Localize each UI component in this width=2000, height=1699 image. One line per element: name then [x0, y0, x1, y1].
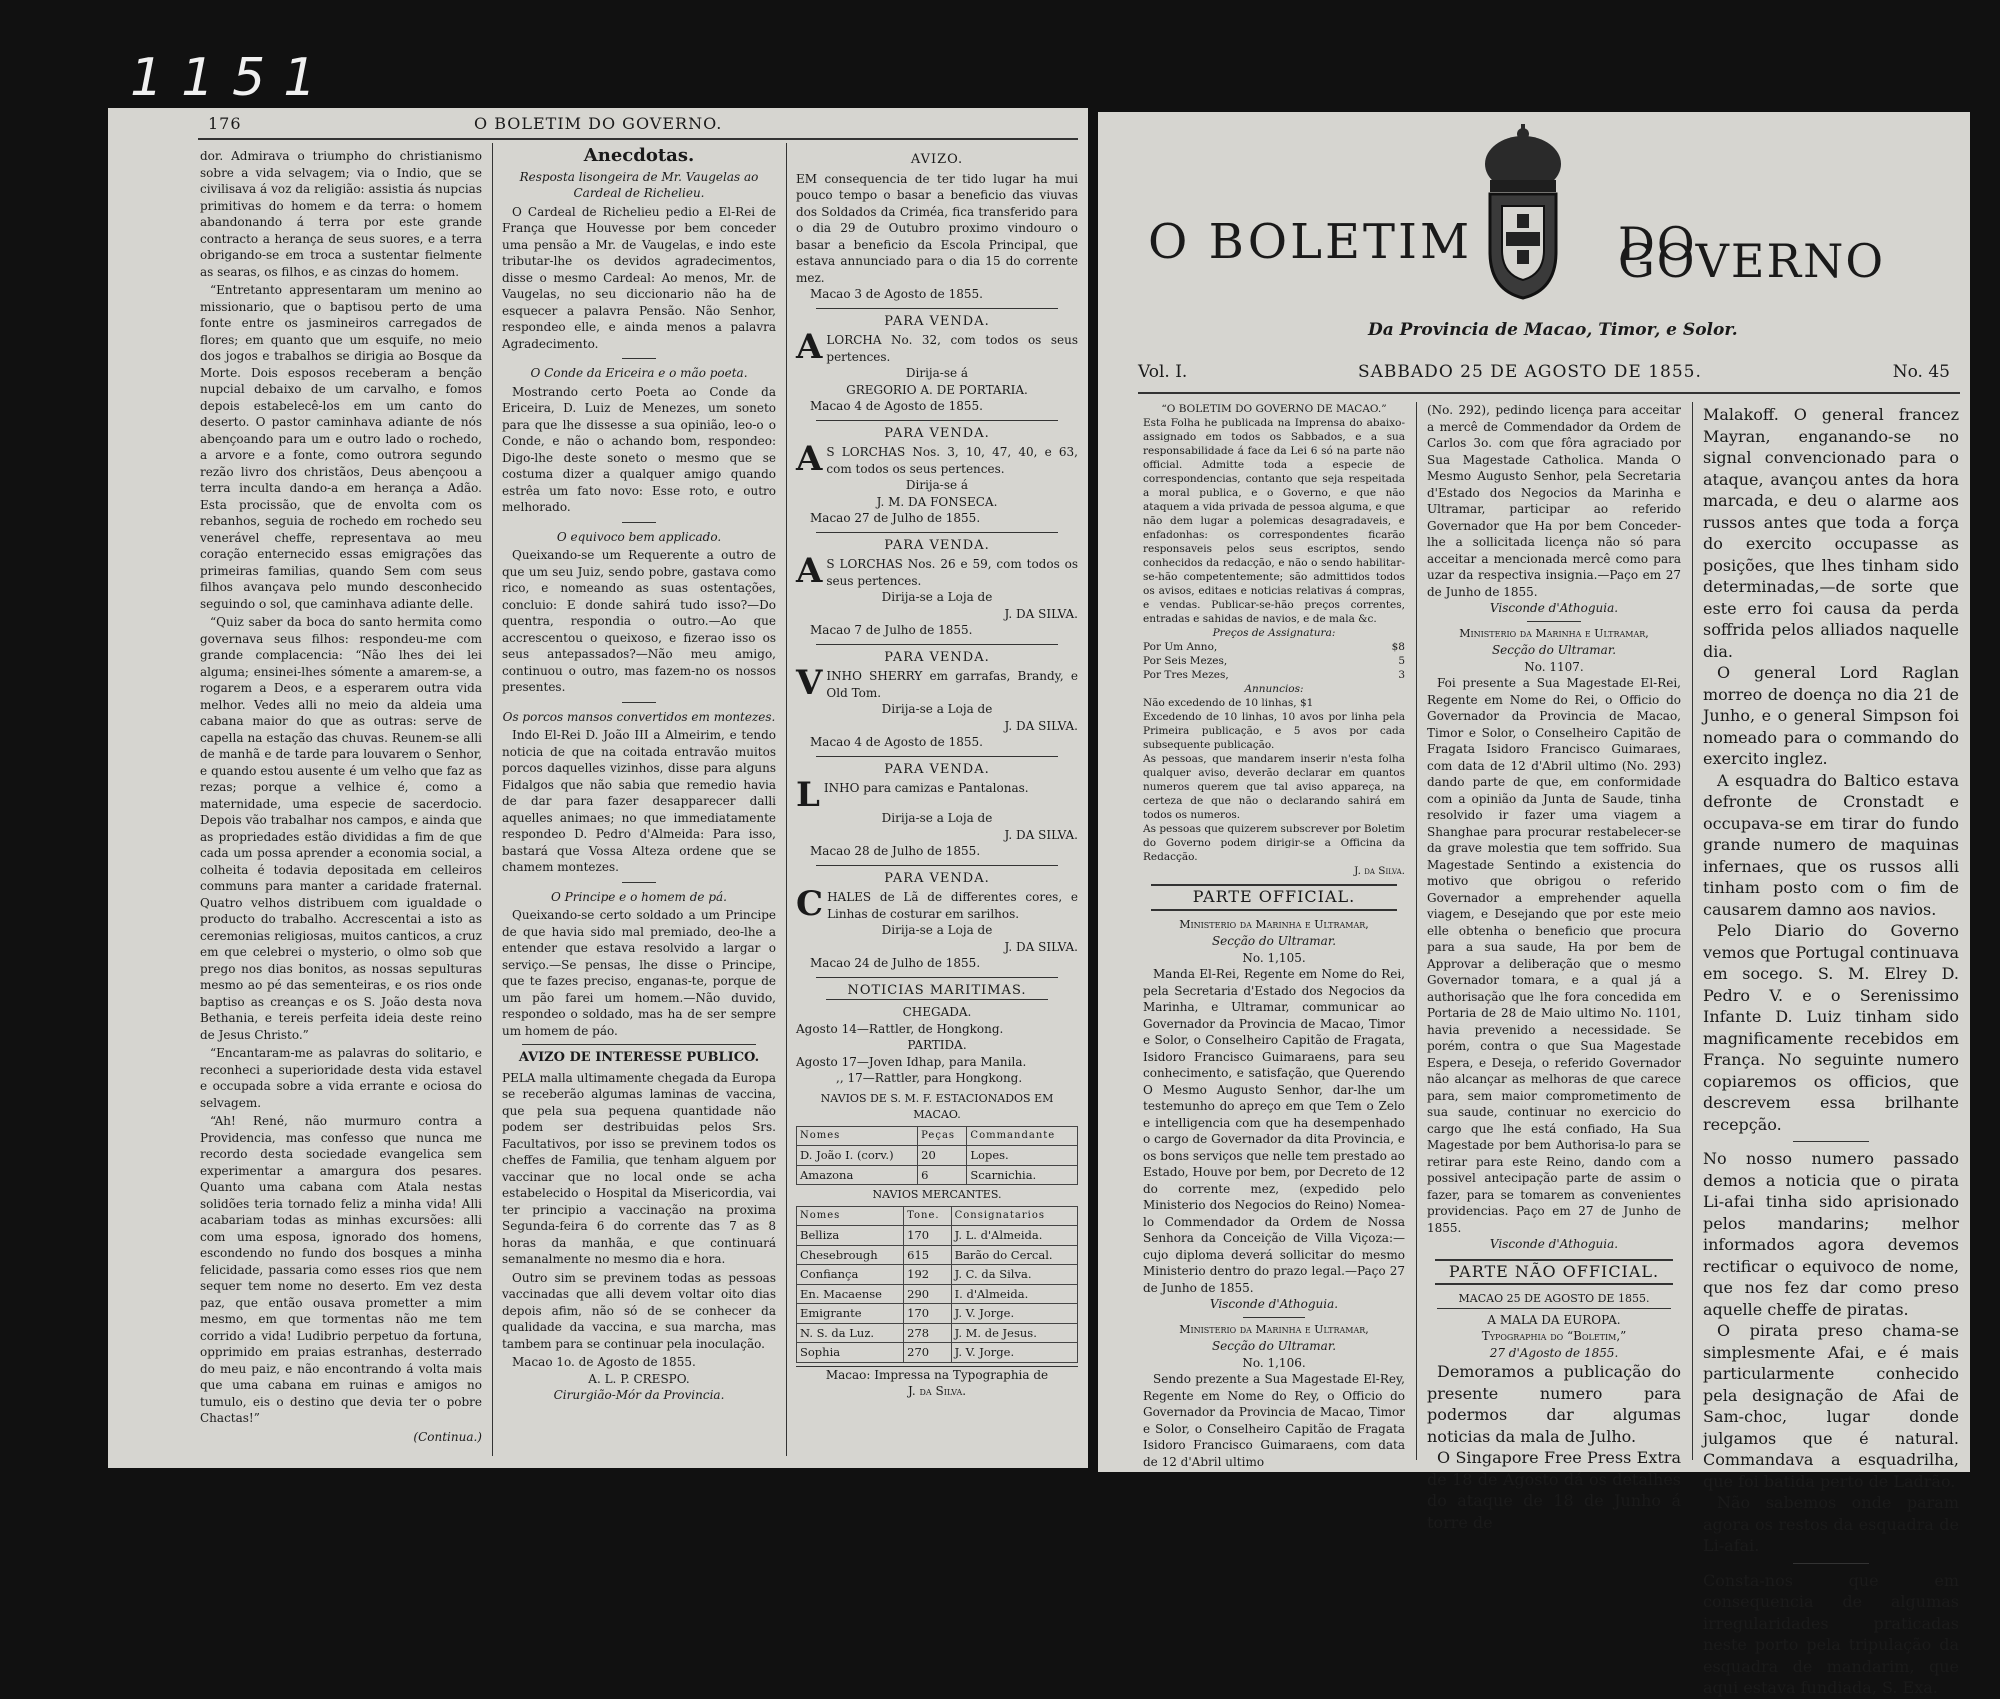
column-rule — [786, 143, 787, 1456]
table-cell: 170 — [904, 1304, 952, 1324]
sale-ad-sign: J. M. DA FONSECA. — [876, 494, 998, 509]
table-cell: I. d'Almeida. — [951, 1284, 1077, 1304]
table-cell: 278 — [904, 1323, 952, 1343]
ministry-section: Secção do Ultramar. — [1211, 934, 1337, 948]
news-paragraph: A esquadra do Baltico estava defronte de Cronstadt e occupava-se em tirar do fundo grande numero de maquinas infernaes, que os russos alli tinham posto com o fim de causarem damno aos navios. — [1703, 770, 1959, 919]
sale-ad-sign: GREGORIO A. DE PORTARIA. — [846, 382, 1028, 397]
left-page — [108, 108, 1088, 1468]
sale-ad-head: PARA VENDA. — [884, 870, 990, 886]
masthead — [1098, 112, 1970, 387]
table-row — [797, 1245, 1078, 1265]
sale-ad-sign: J. DA SILVA. — [1004, 606, 1078, 621]
avizo-publico-sign: A. L. P. CRESPO. — [588, 1371, 690, 1386]
sale-ad-direct: Dirija-se a Loja de — [881, 811, 993, 825]
navios-title: NAVIOS DE S. M. F. ESTACIONADOS EM MACAO. — [820, 1091, 1054, 1121]
masthead-subtitle: Da Provincia de Macao, Timor, e Solor. — [1368, 320, 1738, 340]
table-row — [797, 1343, 1078, 1363]
sale-ad-direct: Dirija-se a Loja de — [881, 590, 993, 604]
mercantes-title: NAVIOS MERCANTES. — [872, 1188, 1002, 1201]
anecdote-text: Queixando-se certo soldado a um Principe de que havia sido mal premiado, deo-lhe a entender que estava resolvido a largar o serviço.—Se pensas, lhe disse o Principe, que te fazes preciso, enganas-te, porque de um pão farei um homem.—Não duvido, respondeo o soldado, mas ha de ser sempre um homem de páo. — [502, 908, 776, 1038]
table-cell: J. V. Jorge. — [951, 1343, 1077, 1363]
notice-head: “O BOLETIM DO GOVERNO DE MACAO.” — [1161, 403, 1387, 415]
table-cell: N. S. da Luz. — [797, 1323, 904, 1343]
sale-ad-sign: J. DA SILVA. — [1004, 718, 1078, 733]
header-rule — [198, 138, 1078, 140]
sale-ad-head: PARA VENDA. — [884, 425, 990, 441]
chegada-head: CHEGADA. — [902, 1005, 972, 1019]
sale-ad-date: Macao 27 de Julho de 1855. — [810, 511, 981, 525]
table-cell: Belliza — [797, 1226, 904, 1246]
anecdote-text: O Cardeal de Richelieu pedio a El-Rei de França que Houvesse por bem conceder uma pensão a Mr. de Vaugelas, e indo este tributar-lhe os devidos agradecimentos, disse o mesmo Cardeal: Ao menos, Mr. de Vaugelas, no seu diccionario não ha de esquecer a palavra Pensão. Não Senhor, respondeo elle, e ainda menos a palavra Agradecimento. — [502, 204, 776, 351]
decree-number: No. 1,106. — [1242, 1355, 1306, 1370]
sale-ad-head: PARA VENDA. — [884, 537, 990, 553]
decree-sign: Visconde d'Athoguia. — [1489, 1237, 1619, 1251]
table-row — [797, 1165, 1078, 1185]
news-paragraph: O general Lord Raglan morreo de doença no dia 21 de Junho, e o general Simpson foi nomeado para o commando do exercito inglez. — [1703, 663, 1959, 768]
table-cell: J. V. Jorge. — [951, 1304, 1077, 1324]
table-cell: D. João I. (corv.) — [797, 1146, 918, 1166]
sale-ad-sign: J. DA SILVA. — [1004, 827, 1078, 842]
column-rule — [1416, 402, 1417, 1460]
divider — [1243, 1317, 1305, 1318]
sale-ad-direct: Dirija-se á — [905, 366, 969, 380]
ministry-head: Ministerio da Marinha e Ultramar, — [1179, 917, 1369, 931]
column-official-1 — [1138, 402, 1410, 1469]
anecdote-text: Indo El-Rei D. João III a Almeirim, e tendo noticia de que na coitada entravão muitos porcos daquelles vizinhos, disse para alguns Fidalgos que não sabia que remedio havia de dar para fazer desapparecer dalli aquelles animaes; no que immediatamente respondeo D. Pedro d'Almeida: Para isso, bastará que Vossa Alteza ordene que se chamem montezes. — [502, 728, 776, 874]
table-cell: Chesebrough — [797, 1245, 904, 1265]
divider — [816, 308, 1058, 309]
sale-ad — [796, 871, 1078, 972]
table-row — [797, 1146, 1078, 1166]
table-cell: J. M. de Jesus. — [951, 1323, 1077, 1343]
price-value: 5 — [1398, 655, 1405, 667]
right-page — [1098, 112, 1970, 1697]
sale-ad-initial: C — [796, 884, 824, 924]
table-cell: 192 — [904, 1265, 952, 1285]
divider — [622, 702, 656, 703]
price-row — [1143, 654, 1405, 668]
mercantes-table — [796, 1206, 1078, 1363]
sale-ad-initial: L — [796, 775, 820, 815]
story-paragraph: dor. Admirava o triumpho do christianismo sobre a vida selvagem; via o Indio, que se civilisava á voz da religião: assistia ás nupcias primitivas do homem e da terra: o homem abandonando á terra por este grande contracto a herança de seus suores, e a terra obrigando-se em troca a sustentar fielmente as searas, os filhos, e as cinzas do homem. — [200, 149, 482, 279]
sale-ad-text: INHO para camizas e Pantalonas. — [823, 781, 1029, 795]
ministry-section: Secção do Ultramar. — [1211, 1339, 1337, 1353]
table-cell: 20 — [918, 1146, 967, 1166]
divider — [816, 644, 1058, 645]
avizo-text: EM consequencia de ter tido lugar ha mui pouco tempo o basar a beneficio das viuvas dos Soldados da Criméa, fica transferido para o dia 29 de Outubro proximo vindouro o basar a beneficio da Escola Principal, que estava annunciado para o dia 15 do corrente mez. — [796, 171, 1078, 285]
sale-ad-initial: A — [796, 439, 823, 479]
divider — [1793, 1141, 1869, 1142]
table-header: Peças — [918, 1126, 967, 1146]
decree-number: No. 1107. — [1524, 659, 1584, 674]
table-cell: 615 — [904, 1245, 952, 1265]
anecdote-title: O Conde da Ericeira e o mão poeta. — [530, 366, 748, 380]
price-row — [1143, 668, 1405, 682]
column-anecdotes — [498, 145, 780, 1450]
table-header: Consignatarios — [951, 1206, 1077, 1226]
masthead-title-right: DO GOVERNO — [1618, 217, 1886, 288]
mala-paragraph: O Singapore Free Press Extra de 18 de Agosto dá os detalhes do ataque de 18 de Junho á torre de — [1427, 1448, 1681, 1532]
sale-ad-text: S LORCHAS Nos. 26 e 59, com todos os seus pertences. — [826, 557, 1078, 588]
partida-head: PARTIDA. — [907, 1038, 967, 1052]
table-cell: 170 — [904, 1226, 952, 1246]
anecdotes-title: Anecdotas. — [583, 145, 695, 166]
sale-ad-head: PARA VENDA. — [884, 649, 990, 665]
column-official-2 — [1422, 402, 1686, 1532]
price-label: Por Seis Mezes, — [1143, 655, 1228, 667]
divider — [622, 358, 656, 359]
decree-text: Foi presente a Sua Magestade El-Rei, Regente em Nome do Rei, o Officio do Governador da Provincia de Macao, Timor e Solor, o Conselheiro Capitão de Fragata Isidoro Francisco Guimaraes, com data de 12 d'Abril ultimo (No. 293) dando parte de que, em conformidade com a opinião da Junta de Saude, tinha resolvido ir fazer uma viagem a Shanghae para procurar restabelecer-se da grave molestia que tem soffrido. Sua Magestade Sentindo a existencia do motivo que obrigou o referido Governador a emprehender aquella viagem, e Desejando que por este meio elle obtenha o beneficio que procura para a sua saude, Ha por bem de Approvar a deliberação que o mesmo Governador tomara, e a qual já a authorisação que lhe fora concedida em Portaria de 28 de Maio ultimo No. 1101, havia prevenido a necessidade. Se porém, contra o que Sua Magestade Espera, e Deseja, o referido Governador não alcançar as melhoras de que carece para, sem maior comprometimento de sua saude, continuar no exercicio do cargo que lhe está confiado, Ha Sua Magestade por bem Authorisa-lo para se retirar para este Reino, dando com a possivel antecipação parte de assim o fazer, para se tomarem as convenientes providencias. Paço em 27 de Junho de 1855. — [1427, 676, 1681, 1235]
divider — [622, 522, 656, 523]
column-rule — [1692, 402, 1693, 1460]
table-row — [797, 1323, 1078, 1343]
sale-ad — [796, 538, 1078, 639]
divider — [622, 882, 656, 883]
annuncios-text: As pessoas, que mandarem inserir n'esta folha qualquer aviso, deverão declarar em quantos numeros querem que tal aviso appareça, na certeza de que não o declarando sahirá em todos os numeros. — [1143, 753, 1405, 821]
divider — [816, 420, 1058, 421]
anecdote-title: Os porcos mansos convertidos em montezes. — [502, 709, 776, 724]
anecdote-title: Resposta lisongeira de Mr. Vaugelas ao Cardeal de Richelieu. — [519, 169, 759, 200]
typographia-line: Typographia do “Boletim,” — [1481, 1329, 1627, 1343]
table-row — [797, 1304, 1078, 1324]
avizo-date: Macao 3 de Agosto de 1855. — [810, 287, 983, 301]
table-header: Tone. — [904, 1206, 952, 1226]
table-cell: Emigrante — [797, 1304, 904, 1324]
parte-official-title: PARTE OFFICIAL. — [1151, 884, 1397, 911]
column-news — [1698, 404, 1964, 1697]
annuncios-text: Excedendo de 10 linhas, 10 avos por linha pela Primeira publicação, e 5 avos por cada subsequente publicação. — [1143, 711, 1405, 751]
story-paragraph: “Ah! René, não murmuro contra a Providencia, mas confesso que nunca me recordo desta sociedade evangelica sem experimentar a amargura dos pesares. Quanto uma cabana com Atala nestas solidões teria tornado feliz a minha vida! Alli acabariam todas as minhas excursões: alli com uma esposa, ignorado dos homens, escondendo no fundo dos bosques a minha felicidade, passaria como esses rios que nem sequer tem nome no deserto. Em vez desta paz, que então ousava prometter a mim mesmo, em que tormentas não me tem corrido a vida! Ludibrio perpetuo da fortuna, opprimido em praias estranhas, desterrado do meu paiz, e não encontrando á volta mais que uma cabana em ruinas e amigos no tumulo, eis o destino que devia ter o pobre Chactas!” — [200, 1114, 482, 1425]
decree-sign: Visconde d'Athoguia. — [1209, 1297, 1339, 1311]
price-label: Por Um Anno, — [1143, 641, 1218, 653]
news-paragraph: O pirata preso chama-se simplesmente Afai, e é mais particularmente conhecido pela designação de Afai de Sam-choc, lugar donde julgamos que é natural. Commandava a esquadrilha, que foi batida perto de Ladrão. — [1703, 1321, 1959, 1491]
sale-ad — [796, 650, 1078, 751]
sale-ad-initial: A — [796, 327, 823, 367]
table-cell: 6 — [918, 1165, 967, 1185]
news-paragraph: Consta-nos que em consequencia de algumas irregularidades praticadas neste porto pela tripulação da esquadra de mandarim, que aqui estava fundiada, S. Exa. — [1703, 1570, 1959, 1697]
sale-ad-head: PARA VENDA. — [884, 313, 990, 329]
mala-paragraph: Demoramos a publicação do presente numero para podermos dar algumas noticias da mala de Julho. — [1427, 1362, 1681, 1446]
dateline-rule — [1138, 392, 1960, 394]
decree-text: Manda El-Rei, Regente em Nome do Rei, pela Secretaria d'Estado dos Negocios da Marinha, e Ultramar, communicar ao Governador da Provincia de Macao, Timor e Solor, o Conselheiro Capitão de Fragata, Isidoro Francisco Guimaraens, para seu conhecimento, e satisfação, que Querendo O Mesmo Augusto Senhor, dar-lhe um testemunho do apreço em que Tem o Zelo e intelligencia com que ha desempenhado o cargo de Governador da dita Provincia, e os bons serviços que nelle tem prestado ao Estado, Houve por bem, por Decreto de 12 do corrente mez, (expedido pelo Ministerio dos Negocios do Reino) Nomea-lo Commendador da Ordem de Nossa Senhora da Conceição de Villa Viçoza:—cujo diploma deverá sollicitar do mesmo Ministerio dentro do prazo legal.—Paço 27 de Junho de 1855. — [1143, 967, 1405, 1295]
table-cell: Barão do Cercal. — [951, 1245, 1077, 1265]
sale-ad — [796, 762, 1078, 860]
imprint-line: Macao: Impressa na Typographia de — [796, 1366, 1078, 1384]
table-cell: 290 — [904, 1284, 952, 1304]
table-cell: En. Macaense — [797, 1284, 904, 1304]
column-rule — [492, 143, 493, 1456]
decree-sign: Visconde d'Athoguia. — [1489, 601, 1619, 615]
notice-text: Esta Folha he publicada na Imprensa do abaixo-assignado em todos os Sabbados, e a sua responsabilidade á face da Lei 6 só na parte não official. Admitte toda a especie de correspondencias, contanto que seja respeitada a moral publica, e o Governo, e que não ataquem a vida privada de pessoa alguma, e que não dem lugar a polemicas desagradaveis, e enfadonhas: os correspondentes ficarão responsaveis pelos seus escriptos, sendo conhecidos da redacção, e não o sendo habilitar-se-hão competentemente; são admittidos todos os avisos, editaes e noticias relativas á compras, e vendas. Publicar-se-hão preços correntes, entradas e sahidas de navios, e de mala &c. — [1143, 417, 1405, 625]
avizo-publico-date: Macao 1o. de Agosto de 1855. — [512, 1355, 696, 1369]
divider — [1793, 1563, 1869, 1564]
story-paragraph: “Quiz saber da boca do santo hermita como governava seus filhos: respondeu-me com grande complacencia: “Não lhes dei lei alguma; ensinei-lhes sómente a amarem-se, a rogarem a Deos, e a esperarem outra vida melhor. Vedes alli no meio da aldeia uma cabana maior do que as outras: serve de capella na estação das chuvas. Reunem-se alli de manhã e de tarde para louvarem o Senhor, e quando estou ausente é um velho que faz as rezas; porque a velhice é, como a maternidade, uma especie de sacerdocio. Depois vão trabalhar nos campos, e ainda que as propriedades estão divididas a fim de que cada um possa aprender a economia social, a colheita é todavia depositada em celleiros communs para manter a caridade fraternal. Quatro velhos distribuem com igualdade o producto do trabalho. Accrescentai a isto as ceremonias religiosas, muitos canticos, a cruz em que celebrei o mysterio, o olmo sob que prego nos dias bonitos, as nossas sepulturas mesmo ao pé das sementeiras, e os rios onde baptiso as creanças e os S. João desta nova Bethania, e tereis perfeita ideia deste reino de Jesus Christo.” — [200, 615, 482, 1042]
parte-nao-official-title: PARTE NÃO OFFICIAL. — [1435, 1259, 1673, 1286]
divider — [816, 532, 1058, 533]
sale-ad-text: LORCHA No. 32, com todos os seus pertences. — [826, 333, 1078, 364]
issue-number: No. 45 — [1892, 362, 1950, 382]
divider — [816, 756, 1058, 757]
sale-ad-date: Macao 4 de Agosto de 1855. — [810, 735, 983, 749]
annuncios-sign: J. da Silva. — [1354, 865, 1405, 877]
mala-title: A MALA DA EUROPA. — [1487, 1312, 1621, 1327]
divider — [522, 1044, 756, 1045]
typographia-date: 27 d'Agosto de 1855. — [1489, 1345, 1619, 1360]
table-cell: Lopes. — [967, 1146, 1078, 1166]
sale-ad — [796, 314, 1078, 415]
table-row — [797, 1284, 1078, 1304]
annuncios-title: Annuncios: — [1244, 683, 1304, 695]
table-cell: Confiança — [797, 1265, 904, 1285]
sale-ad-direct: Dirija-se a Loja de — [881, 923, 993, 937]
volume-label: Vol. I. — [1138, 362, 1188, 382]
navios-table — [796, 1126, 1078, 1186]
story-paragraph: “Entretanto appresentaram um menino ao missionario, que o baptisou perto de uma fonte entre os jasmineiros carregados de flores; em quanto que um esquife, no meio dos jogos e trabalhos se dirigia ao Bosque da Morte. Dois esposos receberam a benção nupcial debaixo de um carvalho, e fomos depois estabelecê-los em um canto do deserto. O pastor caminhava adiante de nós abençoando para um e outro lado o rochedo, a arvore e a fonte, como outrora segundo rezão livro dos christãos, Deus abençoou a terra inculta dando-a em herança a Adão. Esta procissão, que de envolta com os rebanhos, seguia de rochedo em rochedo seu venerável cheffe, representava ao meu coração enternecido essas emigrações das primeiras familias, quando Sem com seus filhos avançava pelo mundo desconhecido seguindo o sol, que caminhava adiante delle. — [200, 283, 482, 611]
sale-ad — [796, 426, 1078, 527]
price-value: $8 — [1391, 641, 1405, 653]
noticias-title: NOTICIAS MARITIMAS. — [826, 983, 1048, 1001]
sale-ad-initial: V — [796, 663, 823, 703]
sale-ad-date: Macao 28 de Julho de 1855. — [810, 844, 981, 858]
running-title: O BOLETIM DO GOVERNO. — [474, 114, 723, 133]
ministry-head: Ministerio da Marinha e Ultramar, — [1179, 1322, 1369, 1336]
anecdote-title: O Principe e o homem de pá. — [550, 889, 727, 904]
news-paragraph: Pelo Diario do Governo vemos que Portugal continuava em socego. S. M. Elrey D. Pedro V. e o Serenissimo Infante D. Luiz tinham sido magnificamente recebidos em França. No seguinte numero copiaremos os officios, que descrevem essa brilhante recepção. — [1703, 921, 1959, 1134]
masthead-title-left: O BOLETIM — [1148, 214, 1473, 270]
table-header: Nomes — [797, 1206, 904, 1226]
table-header-row — [797, 1206, 1078, 1226]
divider — [1527, 621, 1581, 622]
anecdote-title: O equivoco bem applicado. — [556, 529, 722, 544]
scan-label: 1151 — [130, 48, 335, 108]
table-cell: 270 — [904, 1343, 952, 1363]
column-story — [196, 148, 486, 1450]
table-header-row — [797, 1126, 1078, 1146]
sale-ad-date: Macao 24 de Julho de 1855. — [810, 956, 981, 970]
ministry-head: Ministerio da Marinha e Ultramar, — [1459, 626, 1649, 640]
decree-number: No. 1,105. — [1242, 950, 1306, 965]
decree-text: Sendo prezente a Sua Magestade El-Rey, Regente em Nome do Rey, o Officio do Governador da Provincia de Macao, Timor e Solor, o Conselheiro Capitão de Fragata Isidoro Francisco Guimaraens, com data de 12 d'Abril ultimo — [1143, 1372, 1405, 1469]
macao-date: MACAO 25 DE AGOSTO DE 1855. — [1437, 1291, 1671, 1309]
annuncios-text: As pessoas que quizerem subscrever por Boletim do Governo podem dirigir-se a Officina da Redacção. — [1143, 823, 1405, 863]
issue-date: SABBADO 25 DE AGOSTO DE 1855. — [1358, 362, 1702, 382]
news-paragraph: No nosso numero passado demos a noticia que o pirata Li-afai tinha sido aprisionado pelos mandarins; melhor informados agora devemos rectificar o equivoco de nome, que nos fez dar como preso aquelle cheffe de piratas. — [1703, 1149, 1959, 1319]
running-header — [108, 112, 1088, 138]
table-row — [797, 1265, 1078, 1285]
partida-line: Agosto 17—Joven Idhap, para Manila. — [796, 1054, 1027, 1069]
royal-coat-of-arms-icon — [1468, 122, 1578, 302]
sale-ad-initial: A — [796, 551, 823, 591]
news-paragraph: Malakoff. O general francez Mayran, enganando-se no signal convencionado para o ataque, avançou antes da hora marcada, e deu o alarme aos russos antes que toda a força do exercito occupasse as posições, que lhes tinham sido determinadas,—de sorte que este erro foi causa da perda soffrida pelos alliados naquelle dia. — [1703, 405, 1959, 661]
sale-ad-direct: Dirija-se á — [905, 478, 969, 492]
table-row — [797, 1226, 1078, 1246]
sale-ad-direct: Dirija-se a Loja de — [881, 702, 993, 716]
avizo-head: AVIZO. — [910, 152, 964, 167]
avizo-publico-role: Cirurgião-Mór da Provincia. — [553, 1388, 725, 1402]
sale-ad-text: S LORCHAS Nos. 3, 10, 47, 40, e 63, com todos os seus pertences. — [826, 445, 1078, 476]
sale-ad-text: INHO SHERRY em garrafas, Brandy, e Old Tom. — [826, 669, 1078, 700]
precos-title: Preços de Assignatura: — [1212, 627, 1336, 639]
story-paragraph: “Encantaram-me as palavras do solitario, e reconheci a superioridade desta vida estavel e occupada sobre a vida errante e ociosa do selvagem. — [200, 1046, 482, 1110]
sale-ad-sign: J. DA SILVA. — [1004, 939, 1078, 954]
sale-ad-date: Macao 7 de Julho de 1855. — [810, 623, 973, 637]
imprint-line: J. da Silva. — [907, 1384, 967, 1398]
table-cell: J. C. da Silva. — [951, 1265, 1077, 1285]
partida-line: ,, 17—Rattler, para Hongkong. — [836, 1071, 1023, 1085]
table-cell: J. L. d'Almeida. — [951, 1226, 1077, 1246]
continua-note: (Continua.) — [413, 1429, 482, 1444]
table-cell: Amazona — [797, 1165, 918, 1185]
dateline — [1138, 360, 1960, 390]
page-number: 176 — [208, 114, 242, 133]
table-cell: Sophia — [797, 1343, 904, 1363]
sale-ad-text: HALES de Lã de differentes cores, e Linhas de costurar em sarilhos. — [827, 890, 1078, 921]
table-header: Commandante — [967, 1126, 1078, 1146]
price-row — [1143, 640, 1405, 654]
ministry-section: Secção do Ultramar. — [1491, 643, 1617, 657]
annuncios-text: Não excedendo de 10 linhas, $1 — [1143, 697, 1314, 709]
sale-ad-date: Macao 4 de Agosto de 1855. — [810, 399, 983, 413]
price-label: Por Tres Mezes, — [1143, 669, 1229, 681]
sale-ad-head: PARA VENDA. — [884, 761, 990, 777]
avizo-publico-text2: Outro sim se previnem todas as pessoas vaccinadas que alli devem voltar oito dias depois afim, não só de se conhecer da qualidade da vaccina, e sua marcha, mas tambem para se continuar pela inoculação. — [502, 1270, 776, 1351]
avizo-publico-text: PELA malla ultimamente chegada da Europa se receberão algumas laminas de vaccina, que pela sua pequena quantidade não podem ser destribuidas pelos Srs. Facultativos, por isso se previnem todos os cheffes de Familia, que tenham alguem por vaccinar que no local onde se acha estabelecido o Hospital da Misericordia, vai ter principio a vaccinação na proxima Segunda-feira 6 do corrente das 7 as 8 horas da manhãa, e que continuará semanalmente no mesmo dia e hora. — [502, 1070, 776, 1266]
news-paragraph: Não sabemos onde param agora os restos da esquadra de Li-afai. — [1703, 1493, 1959, 1555]
decree-text: (No. 292), pedindo licença para acceitar a mercê de Commendador da Ordem de Carlos 3o. com que fôra agraciado por Sua Magestade Catholica. Manda O Mesmo Augusto Senhor, pela Secretaria d'Estado dos Negocios da Marinha e Ultramar, participar ao referido Governador que Ha por bem Conceder-lhe a sollicitada licença não só para acceitar a mencionada mercê como para uzar da respectiva insignia.—Paço em 27 de Junho de 1855. — [1427, 403, 1681, 599]
chegada-text: Agosto 14—Rattler, de Hongkong. — [796, 1021, 1004, 1036]
anecdote-text: Mostrando certo Poeta ao Conde da Ericeira, D. Luiz de Menezes, um soneto para que lhe dissesse a sua opinião, leo-o o Conde, e não o achando bom, respondeo: Digo-lhe deste soneto o mesmo que se costuma dizer a qualquer amigo quando estrêa um fato novo: Esse roto, e outro melhorado. — [502, 384, 776, 514]
column-ads — [792, 148, 1082, 1450]
price-value: 3 — [1398, 669, 1405, 681]
divider — [816, 865, 1058, 866]
divider — [816, 977, 1058, 978]
table-header: Nomes — [797, 1126, 918, 1146]
table-cell: Scarnichia. — [967, 1165, 1078, 1185]
anecdote-text: Queixando-se um Requerente a outro de que um seu Juiz, sendo pobre, gastava como rico, e nomeando as suas ostentações, concluio: E donde sahirá tudo isso?—Do quentra, respondia o outro.—Ao que accrescentou o queixoso, e fizerao isso os seus antepassados?—Não meu amigo, continuou o outro, mas fazem-no os nossos presentes. — [502, 548, 776, 694]
avizo-publico-title: AVIZO DE INTERESSE PUBLICO. — [518, 1050, 760, 1065]
